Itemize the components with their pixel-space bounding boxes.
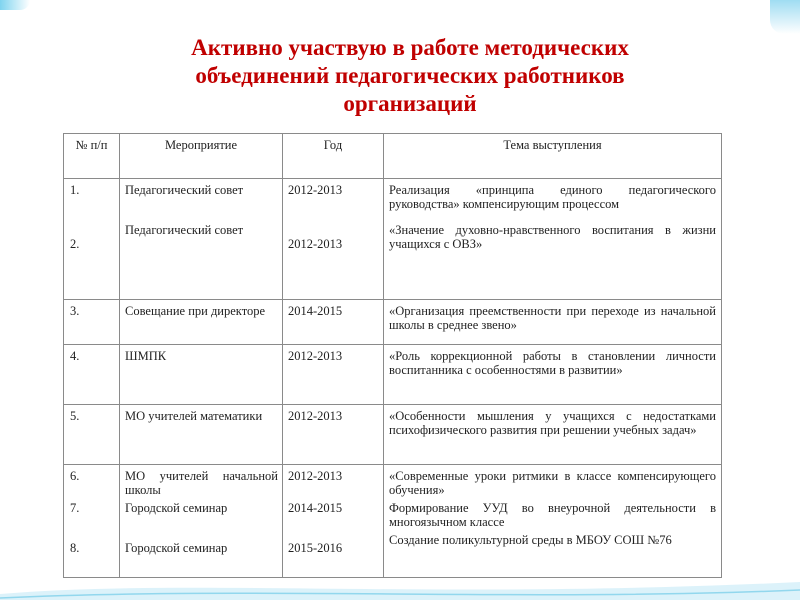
- table-header-row: [64, 134, 722, 179]
- cell-year: 2014-2015: [283, 300, 384, 345]
- table-row: [64, 179, 722, 300]
- table-row: [64, 300, 722, 345]
- entry-event: Педагогический совет: [125, 183, 244, 197]
- entry-year: 2015-2016: [288, 541, 343, 555]
- entry-year: 2012-2013: [288, 183, 343, 197]
- cell-topic: [384, 179, 722, 300]
- decor-corner-top-right: [770, 0, 800, 34]
- cell-number: 4.: [64, 345, 120, 405]
- cell-topic: «Особенности мышления у учащихся с недостатками психофизического развития при решении учебных задач»: [384, 405, 722, 465]
- entry-event: Городской семинар: [125, 541, 228, 555]
- entry-year: 2012-2013: [288, 469, 343, 483]
- slide-title-line: организаций: [343, 91, 477, 116]
- column-header-topic: Тема выступления: [384, 134, 722, 179]
- cell-number: 5.: [64, 405, 120, 465]
- cell-year: 2012-2013: [283, 345, 384, 405]
- cell-topic: «Организация преемственности при переходе из начальной школы в среднее звено»: [384, 300, 722, 345]
- entry-year: 2014-2015: [288, 501, 343, 515]
- table-row: [64, 405, 722, 465]
- cell-number: 3.: [64, 300, 120, 345]
- entry-event: Педагогический совет: [125, 223, 244, 237]
- entry-number: 7.: [70, 501, 80, 515]
- decor-corner-top-left: [0, 0, 30, 10]
- entry-number: 6.: [70, 469, 80, 483]
- entry-number: 1.: [70, 183, 80, 197]
- cell-event: [120, 179, 283, 300]
- activities-table: [63, 133, 722, 578]
- decor-bottom-swirl: [0, 560, 800, 600]
- entry-topic: Формирование УУД во внеурочной деятельности в многоязычном классе: [389, 501, 716, 529]
- cell-number: [64, 179, 120, 300]
- slide-title-line: объединений педагогических работников: [195, 63, 625, 88]
- table-row: [64, 345, 722, 405]
- cell-event: ШМПК: [120, 345, 283, 405]
- column-header-event: Мероприятие: [120, 134, 283, 179]
- cell-event: МО учителей математики: [120, 405, 283, 465]
- entry-year: 2012-2013: [288, 237, 343, 251]
- entry-event: Городской семинар: [125, 501, 228, 515]
- entry-topic: «Значение духовно-нравственного воспитания в жизни учащихся с ОВЗ»: [389, 223, 716, 251]
- cell-year: 2012-2013: [283, 405, 384, 465]
- entry-topic: Создание поликультурной среды в МБОУ СОШ №76: [389, 533, 672, 547]
- cell-year: [283, 179, 384, 300]
- column-header-year: Год: [283, 134, 384, 179]
- entry-event: МО учителей начальной школы: [125, 469, 278, 497]
- entry-topic: «Современные уроки ритмики в классе компенсирующего обучения»: [389, 469, 716, 497]
- activities-table-container: [63, 133, 721, 578]
- entry-number: 2.: [70, 237, 80, 251]
- column-header-number: № п/п: [64, 134, 120, 179]
- slide-title-line: Активно участвую в работе методических: [191, 35, 629, 60]
- entry-topic: Реализация «принципа единого педагогического руководства» компенсирующим процессом: [389, 183, 716, 211]
- slide-title: [100, 34, 720, 118]
- cell-topic: «Роль коррекционной работы в становлении личности воспитанника с особенностями в развитии»: [384, 345, 722, 405]
- entry-number: 8.: [70, 541, 80, 555]
- cell-event: Совещание при директоре: [120, 300, 283, 345]
